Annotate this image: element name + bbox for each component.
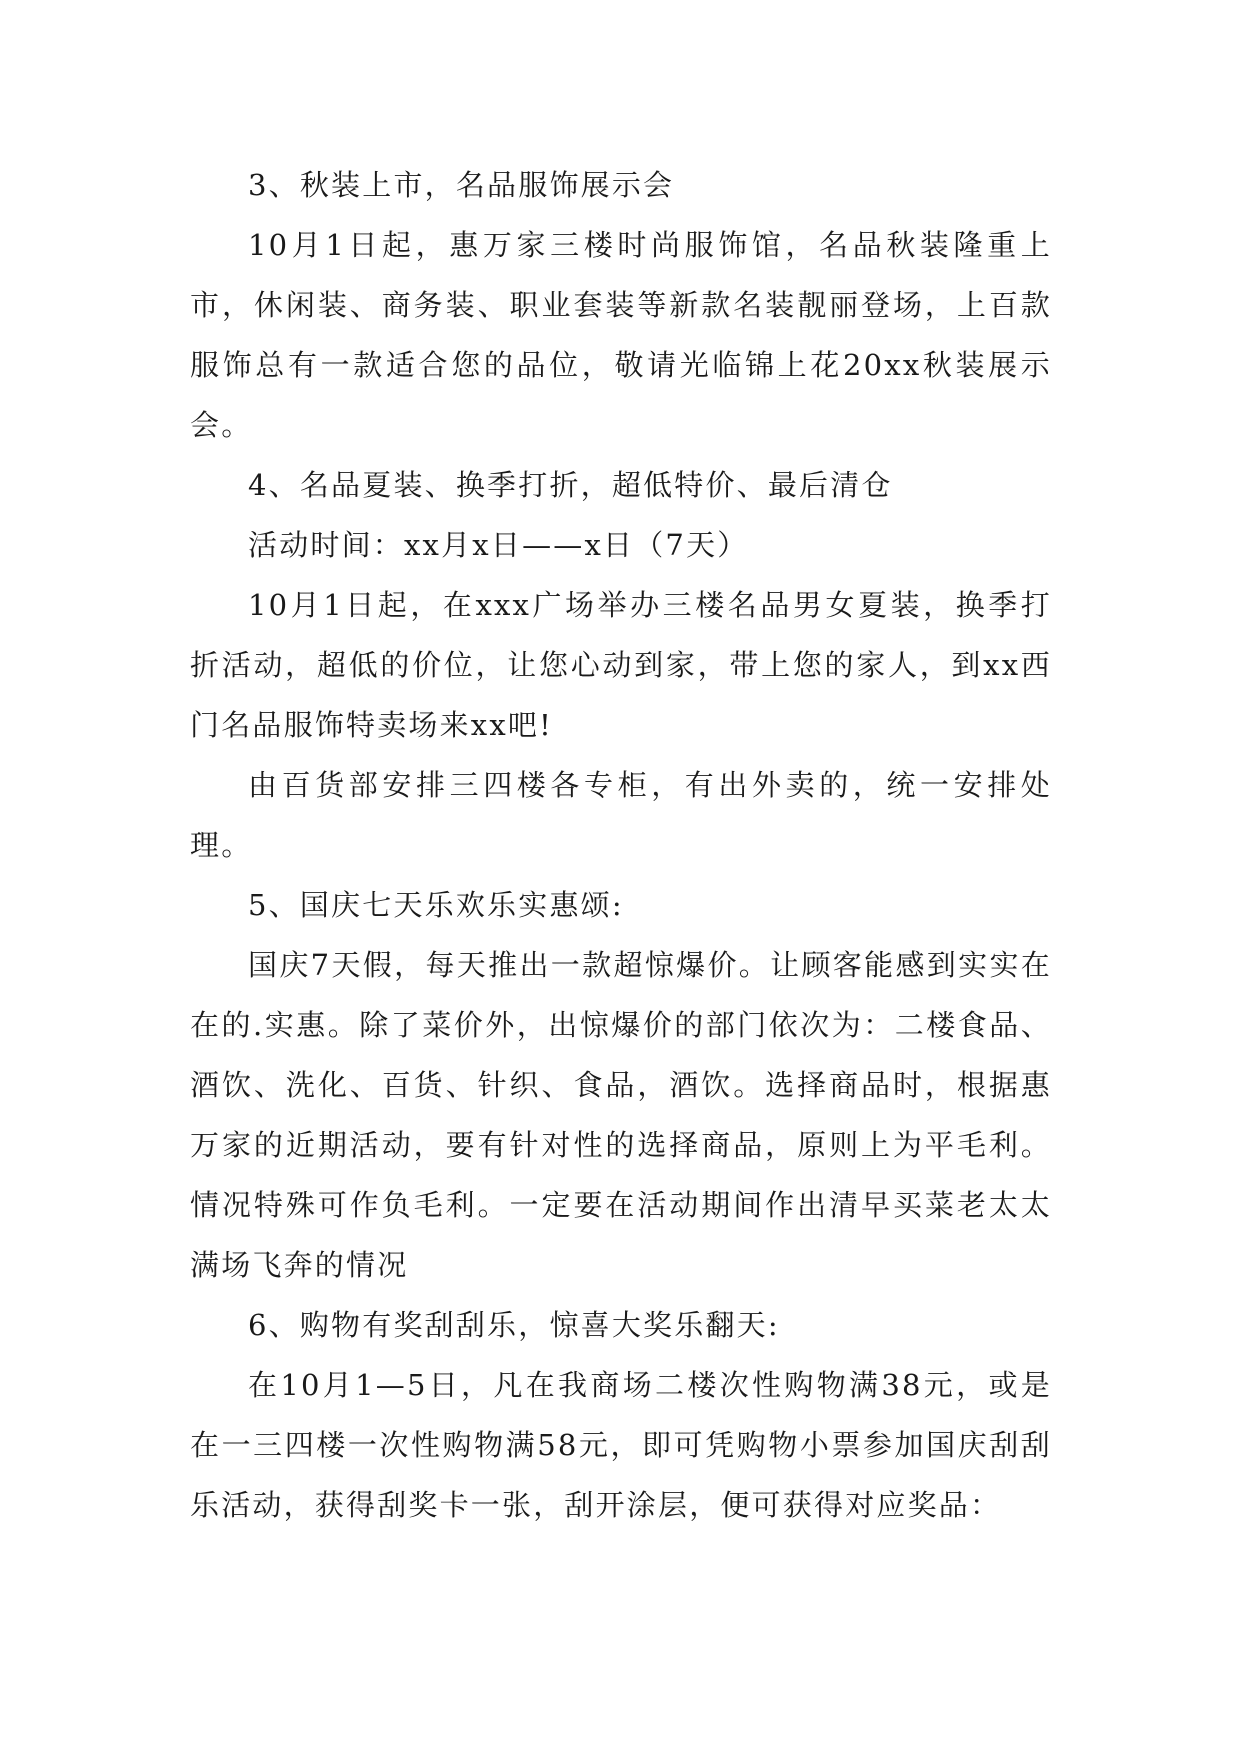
paragraph-department-arrangement: 由百货部安排三四楼各专柜，有出外卖的，统一安排处理。: [190, 768, 1052, 862]
paragraph-national-day-deals-details: 国庆7天假，每天推出一款超惊爆价。让顾客能感到实实在在的.实惠。除了菜价外，出惊爆价的部门依次为：二楼食品、酒饮、洗化、百货、针织、食品，酒饮。选择商品时，根据惠万家的近期活动，要有针对性的选择商品，原则上为平毛利。情况特殊可作负毛利。一定要在活动期间作出清早买菜老太太满场飞奔的情况: [190, 948, 1052, 1282]
paragraph-activity-time: 活动时间：xx月x日——x日（7天）: [248, 528, 749, 562]
section-heading-summer-clearance: 4、名品夏装、换季打折，超低特价、最后清仓: [248, 468, 893, 502]
paragraph-summer-clearance-details: 10月1日起，在xxx广场举办三楼名品男女夏装，换季打折活动，超低的价位，让您心动到家，带上您的家人，到xx西门名品服饰特卖场来xx吧!: [190, 588, 1052, 742]
section-heading-national-day-deals: 5、国庆七天乐欢乐实惠颂:: [248, 888, 624, 922]
paragraph-scratch-card-details: 在10月1—5日，凡在我商场二楼次性购物满38元，或是在一三四楼一次性购物满58元，即可凭购物小票参加国庆刮刮乐活动，获得刮奖卡一张，刮开涂层，便可获得对应奖品：: [190, 1368, 1052, 1522]
paragraph-autumn-launch-details: 10月1日起，惠万家三楼时尚服饰馆，名品秋装隆重上市，休闲装、商务装、职业套装等新款名装靓丽登场，上百款服饰总有一款适合您的品位，敬请光临锦上花20xx秋装展示会。: [190, 228, 1052, 442]
document-body: [190, 155, 1052, 1535]
section-heading-autumn-launch: 3、秋装上市，名品服饰展示会: [248, 168, 675, 202]
section-heading-scratch-card: 6、购物有奖刮刮乐，惊喜大奖乐翻天:: [248, 1308, 780, 1342]
